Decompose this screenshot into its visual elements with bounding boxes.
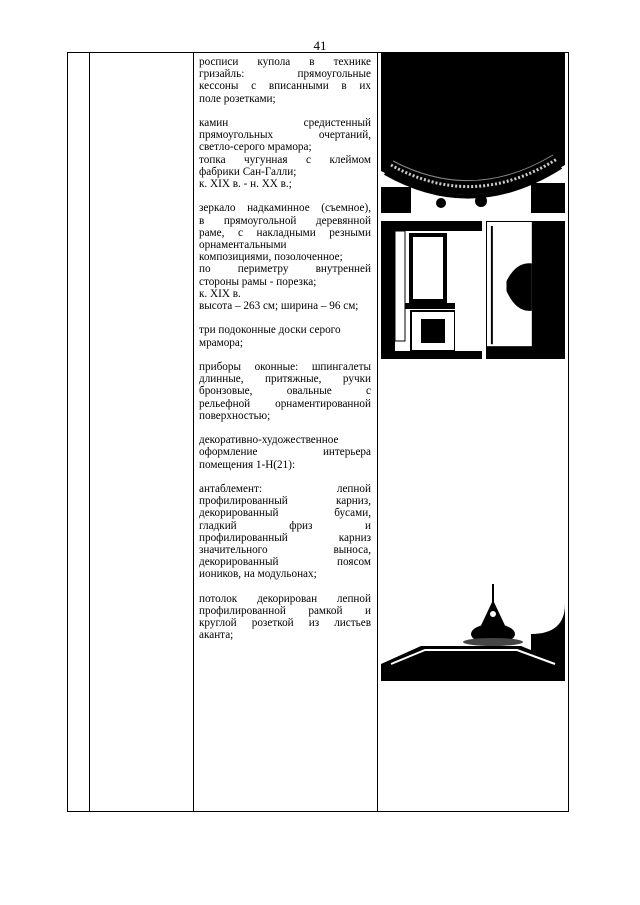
fireplace-photo	[381, 221, 482, 359]
text-line: росписи купола в технике	[199, 56, 371, 68]
text-line: аканта;	[199, 629, 234, 642]
entry-interior-decoration	[199, 434, 371, 471]
text-line: оформление интерьера	[199, 446, 371, 459]
entry-dome-painting	[199, 56, 371, 105]
text-line: мрамора;	[199, 336, 243, 349]
text-line: топка чугунная с клеймом	[199, 153, 371, 166]
mirror-photo	[486, 221, 565, 359]
text-line: поверхностью;	[199, 409, 271, 422]
text-line: высота – 263 см; ширина – 96 см;	[199, 300, 359, 313]
mirror-image	[487, 222, 564, 358]
text-line: профилированный карниз,	[199, 495, 371, 508]
entry-entablature	[199, 483, 371, 581]
column-border	[377, 52, 378, 812]
page-number: 41	[313, 38, 327, 53]
dome-image	[381, 53, 565, 213]
text-line: кессоны с вписанными в их	[199, 80, 371, 93]
ceiling-image	[381, 524, 565, 681]
table-bottom-border	[67, 811, 569, 812]
fireplace-image	[381, 221, 482, 359]
entry-window-sills	[199, 324, 371, 348]
description-column	[199, 56, 371, 654]
entry-fireplace	[199, 117, 371, 190]
column-border	[193, 52, 194, 812]
text-line: рельефной орнаментированной	[199, 397, 371, 410]
text-line: к. XIX в. - н. XX в.;	[199, 178, 292, 191]
text-line: камин средистенный	[199, 117, 371, 129]
text-line: зеркало надкаминное (съемное),	[199, 202, 371, 215]
text-line: три подоконные доски серого	[199, 324, 341, 337]
text-line: гладкий фриз и	[199, 519, 371, 532]
column-border	[67, 52, 68, 812]
text-line: значительного выноса,	[199, 544, 371, 557]
text-line: фабрики Сан-Галли;	[199, 165, 297, 178]
text-line: профилированной рамкой и	[199, 605, 371, 618]
text-line: орнаментальными	[199, 239, 287, 252]
text-line: иоников, на модульонах;	[199, 568, 317, 581]
text-line: прямоугольных очертаний,	[199, 129, 371, 142]
text-line: светло-серого мрамора;	[199, 141, 312, 154]
ceiling-photo	[381, 524, 565, 681]
text-line: композициями, позолоченное;	[199, 251, 343, 264]
text-line: раме, с накладными резными	[199, 226, 371, 239]
entry-window-hardware	[199, 361, 371, 422]
text-line: круглой розеткой из листьев	[199, 617, 371, 630]
dome-photo	[381, 53, 565, 213]
text-line: в прямоугольной деревянной	[199, 214, 371, 227]
text-line: помещения 1-Н(21):	[199, 458, 296, 471]
text-line: декорированный поясом	[199, 556, 371, 569]
text-line: длинные, притяжные, ручки	[199, 373, 371, 386]
text-line: стороны рамы - порезка;	[199, 275, 317, 288]
column-border	[568, 52, 569, 812]
entry-ceiling	[199, 593, 371, 642]
text-line: профилированный карниз	[199, 531, 371, 544]
text-line: поле розетками;	[199, 92, 276, 105]
text-line: декорированный бусами,	[199, 507, 371, 520]
text-line: гризайль: прямоугольные	[199, 68, 371, 81]
text-line: декоративно-художественное	[199, 434, 339, 447]
text-line: антаблемент: лепной	[199, 483, 371, 496]
column-border	[89, 52, 90, 812]
text-line: приборы оконные: шпингалеты	[199, 361, 371, 374]
text-line: по периметру внутренней	[199, 263, 371, 276]
text-line: потолок декорирован лепной	[199, 592, 371, 605]
text-line: к. XIX в.	[199, 287, 241, 300]
text-line: бронзовые, овальные с	[199, 385, 371, 398]
entry-mirror	[199, 202, 371, 312]
